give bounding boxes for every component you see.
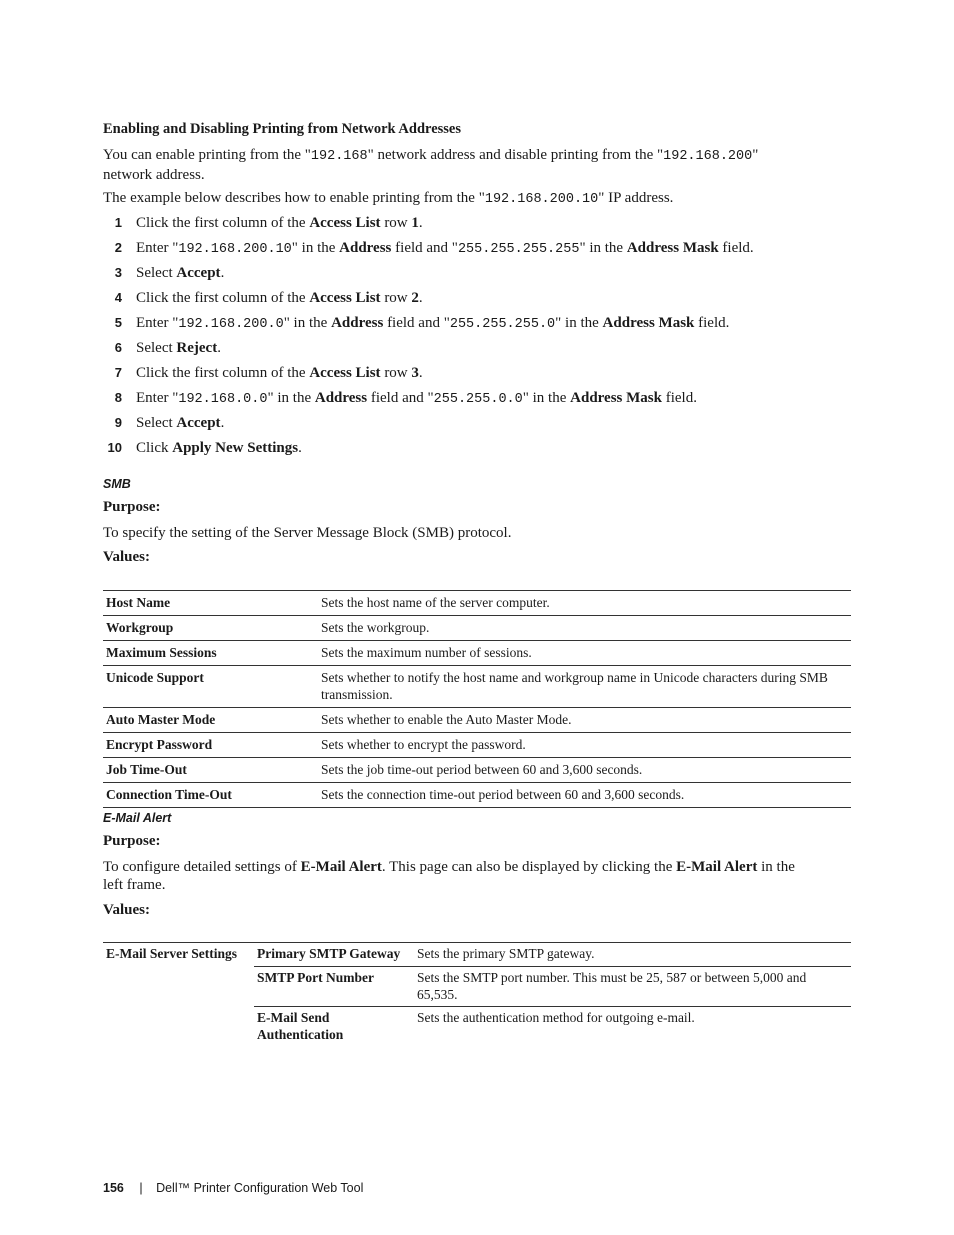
smb-purpose-text: To specify the setting of the Server Message Block (SMB) protocol. — [103, 525, 512, 541]
step-fragment: " in the — [291, 240, 340, 256]
ui-term: 2 — [411, 290, 419, 306]
step-item — [100, 289, 423, 307]
table-row — [103, 758, 851, 783]
intro-text: You can enable printing from the " — [103, 147, 311, 163]
step-number: 5 — [114, 315, 122, 330]
step-fragment: . — [220, 415, 225, 431]
step-item — [100, 214, 423, 232]
email-purpose-text — [103, 858, 848, 894]
intro-text: " IP address. — [598, 190, 674, 206]
table-row — [254, 942, 851, 967]
step-fragment: Enter " — [136, 240, 179, 256]
step-number: 9 — [114, 415, 122, 430]
smb-purpose-label: Purpose: — [103, 499, 161, 515]
table-row — [103, 616, 851, 641]
step-fragment: Click the first column of the — [136, 215, 310, 231]
table-row — [103, 708, 851, 733]
step-text — [136, 365, 423, 382]
ip-address: 255.255.255.255 — [457, 242, 580, 257]
ui-term: Address Mask — [626, 240, 719, 256]
setting-description: Sets the maximum number of sessions. — [321, 645, 532, 660]
ip-address: 192.168.200 — [663, 149, 753, 164]
step-fragment: " in the — [579, 240, 627, 256]
ip-address: 192.168.0.0 — [178, 392, 268, 407]
step-number: 6 — [114, 340, 122, 355]
smb-heading: SMB — [103, 477, 131, 491]
step-fragment: field. — [694, 315, 730, 331]
table-row — [103, 783, 851, 808]
footer-separator: | — [139, 1181, 143, 1195]
ip-address: 255.255.0.0 — [433, 392, 523, 407]
purpose-text: in the — [757, 859, 795, 875]
step-fragment: Select — [136, 340, 177, 356]
ui-term: Address — [331, 315, 384, 331]
step-number: 3 — [114, 265, 122, 280]
step-item — [100, 264, 224, 282]
step-fragment: " in the — [267, 390, 315, 406]
step-fragment: . — [220, 265, 225, 281]
page-number: 156 — [103, 1181, 124, 1195]
setting-description: Sets the workgroup. — [321, 620, 430, 635]
setting-description: Sets whether to encrypt the password. — [321, 737, 526, 752]
setting-name: Primary SMTP Gateway — [257, 946, 401, 961]
step-fragment: row — [380, 290, 412, 306]
setting-name: Host Name — [106, 595, 171, 610]
step-fragment: field and " — [383, 315, 450, 331]
ip-address: 192.168 — [310, 149, 368, 164]
ui-term: Apply New Settings — [172, 440, 299, 456]
step-text — [136, 290, 423, 307]
step-fragment: . — [418, 215, 423, 231]
step-fragment: " in the — [555, 315, 603, 331]
ui-term: Address — [339, 240, 392, 256]
step-number: 2 — [114, 240, 122, 255]
step-number: 8 — [114, 390, 122, 405]
step-fragment: Enter " — [136, 315, 179, 331]
ui-term: Address Mask — [570, 390, 662, 406]
smb-values-table — [103, 590, 851, 808]
step-item — [100, 389, 697, 407]
step-text — [136, 440, 302, 457]
footer-title: Dell™ Printer Configuration Web Tool — [156, 1181, 364, 1195]
step-text — [136, 415, 224, 432]
step-text — [136, 390, 697, 407]
step-fragment: . — [418, 365, 423, 381]
step-text — [136, 315, 729, 332]
intro-paragraph-1 — [103, 146, 843, 184]
email-values-label: Values: — [103, 902, 150, 918]
setting-name: Auto Master Mode — [106, 712, 216, 727]
ui-term: Address — [314, 390, 368, 406]
setting-name: Encrypt Password — [106, 737, 213, 752]
ui-term: Access List — [309, 365, 381, 381]
step-number: 1 — [114, 215, 122, 230]
ip-address: 192.168.200.10 — [178, 242, 292, 257]
step-fragment: " in the — [522, 390, 571, 406]
step-fragment: Enter " — [136, 390, 179, 406]
step-fragment: " in the — [283, 315, 332, 331]
setting-name: Unicode Support — [106, 670, 204, 685]
setting-description: Sets the authentication method for outgoing e-mail. — [417, 1010, 695, 1025]
setting-name: Workgroup — [106, 620, 174, 635]
step-item — [100, 364, 423, 382]
step-fragment: field. — [718, 240, 754, 256]
ui-term: Access List — [309, 290, 381, 306]
ui-term: Access List — [309, 215, 381, 231]
ui-term: Accept — [176, 265, 221, 281]
table-row — [103, 591, 851, 616]
step-fragment: . — [217, 340, 221, 356]
email-alert-heading: E-Mail Alert — [103, 811, 172, 825]
step-fragment: Select — [136, 415, 177, 431]
step-fragment: field. — [661, 390, 697, 406]
step-fragment: Select — [136, 265, 177, 281]
purpose-text: To configure detailed settings of — [103, 859, 301, 875]
step-item — [100, 239, 754, 257]
step-fragment: Click the first column of the — [136, 365, 310, 381]
setting-description: Sets the host name of the server computer. — [321, 595, 550, 610]
step-text — [136, 240, 754, 257]
table-row — [254, 966, 851, 1007]
setting-name: Job Time-Out — [106, 762, 187, 777]
ui-term: 1 — [411, 215, 419, 231]
setting-description: Sets the SMTP port number. This must be 25, 587 or between 5,000 and 65,535. — [417, 970, 807, 1002]
step-item — [100, 414, 224, 432]
step-text — [136, 265, 224, 282]
step-item — [100, 339, 221, 357]
intro-text: " — [752, 147, 759, 163]
setting-name: Connection Time-Out — [106, 787, 232, 802]
purpose-text: left frame. — [103, 877, 166, 893]
ui-term: Accept — [176, 415, 221, 431]
step-fragment: Click — [136, 440, 173, 456]
email-group-label: E-Mail Server Settings — [106, 946, 237, 961]
email-alert-term: E-Mail Alert — [300, 859, 382, 875]
intro-text: network address. — [103, 167, 205, 183]
step-fragment: row — [380, 365, 412, 381]
step-fragment: row — [380, 215, 412, 231]
table-row — [103, 666, 851, 708]
step-number: 7 — [114, 365, 122, 380]
step-fragment: Click the first column of the — [136, 290, 310, 306]
table-row — [103, 641, 851, 666]
step-fragment: field and " — [391, 240, 458, 256]
intro-text: " network address and disable printing from the " — [367, 147, 664, 163]
setting-description: Sets whether to enable the Auto Master Mode. — [321, 712, 572, 727]
step-fragment: . — [418, 290, 423, 306]
step-item — [100, 314, 729, 332]
table-row — [254, 1006, 851, 1046]
setting-description: Sets the job time-out period between 60 and 3,600 seconds. — [321, 762, 643, 777]
email-alert-term: E-Mail Alert — [676, 859, 758, 875]
step-number: 10 — [107, 440, 122, 455]
ip-address: 192.168.200.0 — [178, 317, 284, 332]
ip-address: 192.168.200.10 — [484, 192, 599, 207]
intro-paragraph-2 — [103, 189, 843, 209]
ui-term: 3 — [411, 365, 419, 381]
setting-name: SMTP Port Number — [257, 970, 374, 985]
smb-values-label: Values: — [103, 549, 150, 565]
ui-term: Address Mask — [602, 315, 695, 331]
setting-description: Sets the primary SMTP gateway. — [417, 946, 595, 961]
intro-text: The example below describes how to enable printing from the " — [103, 190, 485, 206]
setting-name: E-Mail Send Authentication — [257, 1010, 344, 1042]
email-purpose-label: Purpose: — [103, 833, 161, 849]
setting-name: Maximum Sessions — [106, 645, 217, 660]
step-item — [100, 439, 302, 457]
step-fragment: field and " — [367, 390, 434, 406]
step-fragment: . — [298, 440, 302, 456]
step-text — [136, 215, 423, 232]
page-footer — [103, 1181, 363, 1195]
setting-description: Sets the connection time-out period between 60 and 3,600 seconds. — [321, 787, 685, 802]
section-title: Enabling and Disabling Printing from Network Addresses — [103, 121, 461, 137]
ui-term: Reject — [176, 340, 218, 356]
ip-address: 255.255.255.0 — [449, 317, 556, 332]
purpose-text: . This page can also be displayed by clicking the — [381, 859, 677, 875]
setting-description: Sets whether to notify the host name and workgroup name in Unicode characters during SMB transmission. — [321, 670, 828, 702]
step-number: 4 — [114, 290, 122, 305]
table-row — [103, 733, 851, 758]
step-text — [136, 340, 221, 357]
